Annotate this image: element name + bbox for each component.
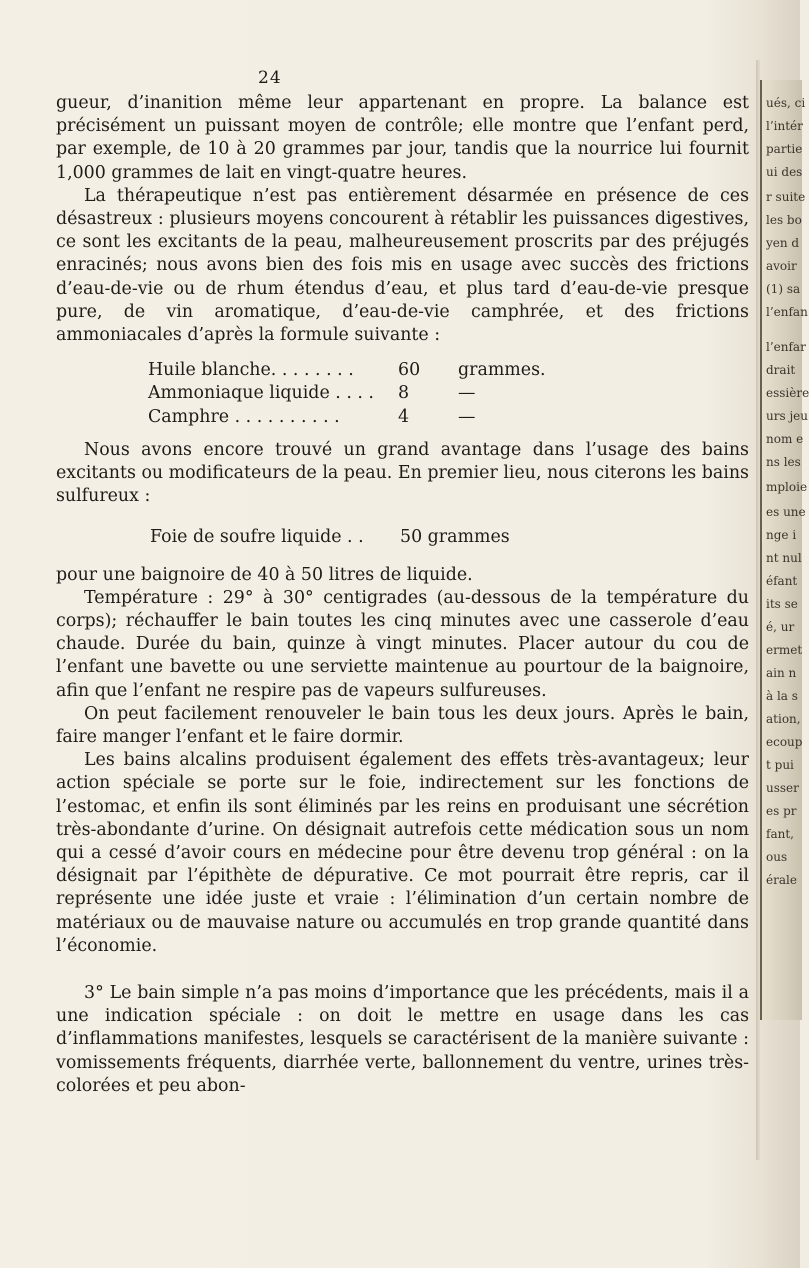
- paragraph-3: Nous avons encore trouvé un grand avantage dans l’usage des bains excitants ou modificateurs de la peau. En premier lieu, nous citerons les bains sulfureux :: [56, 439, 749, 507]
- edge-fragment: ns les: [766, 455, 801, 469]
- section-gap: [56, 958, 749, 982]
- sulfur-ingredient-quantity: 50 grammes: [400, 527, 510, 548]
- edge-fragment: les bo: [766, 213, 802, 227]
- paragraph-6: On peut facilement renouveler le bain tous les deux jours. Après le bain, faire manger l’enfant et le faire dormir.: [56, 703, 749, 748]
- edge-fragment: es une: [766, 505, 806, 519]
- paragraph-7: Les bains alcalins produisent également des effets très-avantageux; leur action spéciale se porte sur le foie, indirectement sur les fonctions de l’estomac, et enfin ils sont éliminés par les reins en produisant une sécrétion très-abondante d’urine. On désignait autrefois cette médication sous un nom qui a cessé d’avoir cours en médecine pour être devenu trop général : on la désignait par l’épithète de dépurative. Ce mot pourrait être repris, car il représente une idée juste et vraie : l’élimination d’un certain nombre de matériaux ou de mauvaise nature ou accumulés en trop grande quantité dans l’économie.: [56, 750, 749, 956]
- paragraph-1: gueur, d’inanition même leur appartenant en propre. La balance est précisément un puissant moyen de contrôle; elle montre que l’enfant perd, par exemple, de 10 à 20 grammes par jour, tandis que la nourrice lui fournit 1,000 grammes de lait en vingt-quatre heures.: [56, 93, 749, 183]
- edge-fragment: l’enfar: [766, 340, 806, 354]
- edge-fragment: avoir: [766, 259, 797, 273]
- edge-fragment: ués, ci: [766, 96, 806, 110]
- edge-fragment: t pui: [766, 758, 794, 772]
- edge-fragment: nge i: [766, 528, 797, 542]
- ingredient-name: Ammoniaque liquide . . . .: [148, 383, 374, 404]
- edge-fragment: nom e: [766, 432, 804, 446]
- edge-fragment: usser: [766, 781, 799, 795]
- edge-fragment: partie: [766, 142, 803, 156]
- edge-fragment: fant,: [766, 827, 794, 841]
- ingredient-unit: —: [458, 406, 476, 427]
- edge-fragment: (1) sa: [766, 282, 801, 296]
- edge-fragment: mploie: [766, 480, 808, 494]
- ingredient-name: Huile blanche. . . . . . . .: [148, 360, 354, 381]
- formula-row: [148, 406, 749, 429]
- paragraph-4: pour une baignoire de 40 à 50 litres de liquide.: [56, 564, 473, 585]
- edge-fragment: ation,: [766, 712, 801, 726]
- sulfur-ingredient-name: Foie de soufre liquide . .: [150, 527, 364, 548]
- edge-fragment: its se: [766, 597, 798, 611]
- edge-fragment: yen d: [766, 236, 800, 250]
- ingredient-name: Camphre . . . . . . . . . .: [148, 406, 340, 427]
- page-body: [56, 92, 749, 1098]
- formula-row: [148, 359, 749, 382]
- edge-fragment: ui des: [766, 165, 803, 179]
- edge-fragment: éfant: [766, 574, 798, 588]
- edge-fragment: nt nul: [766, 551, 802, 565]
- ingredient-quantity: 60: [398, 360, 421, 381]
- ingredient-quantity: 4: [398, 406, 410, 427]
- edge-fragment: é, ur: [766, 620, 795, 634]
- paragraph-2: La thérapeutique n’est pas entièrement désarmée en présence de ces désastreux : plusieurs moyens concourent à rétablir les puissances digestives, ce sont les excitants de la peau, malheureusement proscrits par des préjugés enracinés; nous avons bien des fois mis en usage avec succès des frictions d’eau-de-vie ou de rhum étendus d’eau, et plus tard d’eau-de-vie presque pure, de vin aromatique, d’eau-de-vie camphrée, et des frictions ammoniacales d’après la formule suivante :: [56, 185, 749, 346]
- page-number: 24: [258, 68, 282, 88]
- edge-fragment: drait: [766, 363, 796, 377]
- ingredient-unit: —: [458, 383, 476, 404]
- edge-fragment: l’intér: [766, 119, 803, 133]
- edge-fragment: r suite: [766, 190, 806, 204]
- edge-fragment: es pr: [766, 804, 797, 818]
- edge-fragment: ain n: [766, 666, 797, 680]
- edge-fragment: urs jeu: [766, 409, 808, 423]
- paragraph-5: Température : 29° à 30° centigrades (au-dessous de la température du corps); réchauffer le bain toutes les cinq minutes avec une casserole d’eau chaude. Durée du bain, quinze à vingt minutes. Placer autour du cou de l’enfant une bavette ou une serviette maintenue au pourtour de la baignoire, afin que l’enfant ne respire pas de vapeurs sulfureuses.: [56, 587, 749, 701]
- ingredient-quantity: 8: [398, 383, 410, 404]
- sulfur-bath-formula: [56, 526, 749, 549]
- ingredient-unit: grammes.: [458, 360, 546, 381]
- friction-formula: [56, 359, 749, 429]
- edge-fragment: essière: [766, 386, 809, 400]
- edge-fragment: ermet: [766, 643, 803, 657]
- edge-fragment: ecoup: [766, 735, 803, 749]
- formula-row: [148, 382, 749, 405]
- paragraph-8: 3° Le bain simple n’a pas moins d’importance que les précédents, mais il a une indication spéciale : on doit le mettre en usage dans les cas d’inflammations manifestes, lesquels se caractérisent de la manière suivante : vomissements fréquents, diarrhée verte, ballonnement du ventre, urines très-colorées et peu abon-: [56, 983, 749, 1096]
- edge-fragment: à la s: [766, 689, 798, 703]
- edge-fragment: ous: [766, 850, 788, 864]
- edge-fragment: l’enfan: [766, 305, 808, 319]
- edge-fragment: érale: [766, 873, 797, 887]
